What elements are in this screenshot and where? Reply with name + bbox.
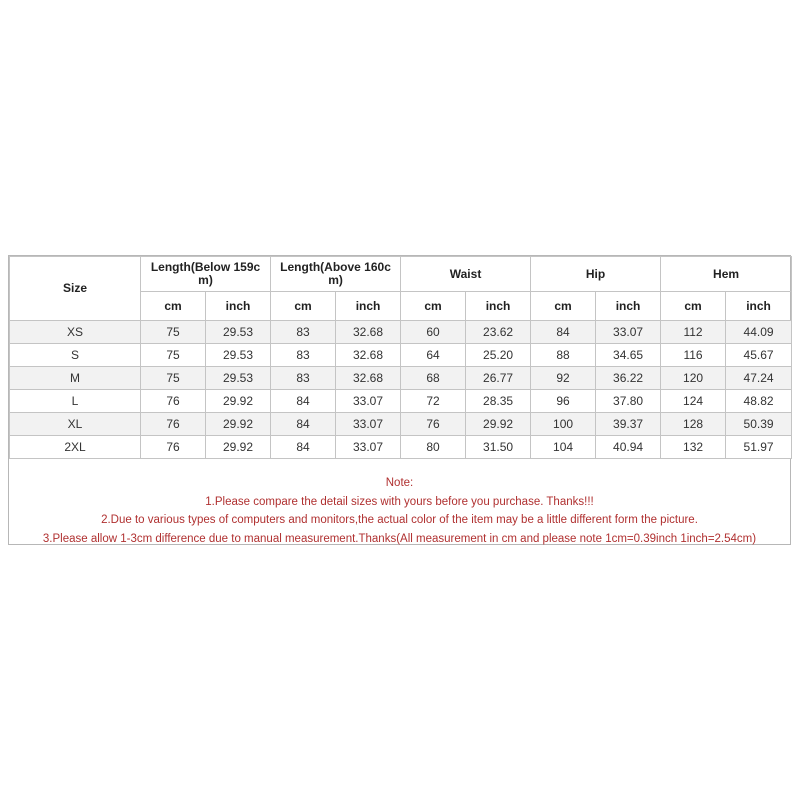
unit-header: cm (531, 292, 596, 321)
table-cell: 29.92 (206, 390, 271, 413)
table-cell: 84 (531, 321, 596, 344)
table-cell: 76 (141, 436, 206, 459)
table-cell: 33.07 (336, 413, 401, 436)
table-cell: 29.92 (206, 436, 271, 459)
table-cell: 29.53 (206, 321, 271, 344)
unit-header: cm (661, 292, 726, 321)
table-cell: 76 (141, 413, 206, 436)
size-table (9, 256, 792, 459)
table-cell: 132 (661, 436, 726, 459)
table-cell: 45.67 (726, 344, 792, 367)
table-cell: 112 (661, 321, 726, 344)
table-cell: 33.07 (336, 390, 401, 413)
unit-header: inch (596, 292, 661, 321)
unit-header: inch (466, 292, 531, 321)
table-cell: 83 (271, 344, 336, 367)
table-cell: 34.65 (596, 344, 661, 367)
size-cell: 2XL (10, 436, 141, 459)
table-cell: 32.68 (336, 367, 401, 390)
table-cell: 50.39 (726, 413, 792, 436)
table-cell: 32.68 (336, 321, 401, 344)
table-cell: 37.80 (596, 390, 661, 413)
table-row (10, 344, 792, 367)
unit-header: inch (206, 292, 271, 321)
size-cell: XL (10, 413, 141, 436)
table-cell: 29.92 (466, 413, 531, 436)
table-cell: 33.07 (596, 321, 661, 344)
table-cell: 96 (531, 390, 596, 413)
table-cell: 84 (271, 390, 336, 413)
table-cell: 32.68 (336, 344, 401, 367)
table-cell: 23.62 (466, 321, 531, 344)
table-cell: 104 (531, 436, 596, 459)
size-table-body (10, 321, 792, 459)
table-cell: 75 (141, 344, 206, 367)
size-cell: XS (10, 321, 141, 344)
table-cell: 124 (661, 390, 726, 413)
notes-section (9, 474, 790, 548)
note-title: Note: (385, 477, 414, 489)
table-cell: 128 (661, 413, 726, 436)
unit-header: cm (141, 292, 206, 321)
unit-header: inch (726, 292, 792, 321)
table-cell: 48.82 (726, 390, 792, 413)
size-cell: M (10, 367, 141, 390)
group-header-waist: Waist (401, 257, 531, 292)
table-cell: 26.77 (466, 367, 531, 390)
table-cell: 116 (661, 344, 726, 367)
table-cell: 64 (401, 344, 466, 367)
table-cell: 76 (141, 390, 206, 413)
table-cell: 28.35 (466, 390, 531, 413)
table-cell: 100 (531, 413, 596, 436)
table-cell: 68 (401, 367, 466, 390)
table-cell: 44.09 (726, 321, 792, 344)
table-cell: 83 (271, 321, 336, 344)
table-cell: 25.20 (466, 344, 531, 367)
table-cell: 84 (271, 436, 336, 459)
group-header-length-below: Length(Below 159c m) (141, 257, 271, 292)
note-line: 1.Please compare the detail sizes with yours before you purchase. Thanks!!! (205, 495, 594, 508)
table-cell: 75 (141, 367, 206, 390)
table-row (10, 436, 792, 459)
table-cell: 51.97 (726, 436, 792, 459)
table-cell: 31.50 (466, 436, 531, 459)
table-cell: 83 (271, 367, 336, 390)
table-cell: 40.94 (596, 436, 661, 459)
group-header-row (10, 257, 792, 292)
unit-header: cm (401, 292, 466, 321)
table-cell: 92 (531, 367, 596, 390)
table-cell: 39.37 (596, 413, 661, 436)
table-row (10, 413, 792, 436)
size-cell: L (10, 390, 141, 413)
table-cell: 33.07 (336, 436, 401, 459)
table-cell: 76 (401, 413, 466, 436)
table-cell: 84 (271, 413, 336, 436)
table-cell: 120 (661, 367, 726, 390)
table-cell: 75 (141, 321, 206, 344)
group-header-length-above: Length(Above 160c m) (271, 257, 401, 292)
size-cell: S (10, 344, 141, 367)
group-header-hem: Hem (661, 257, 792, 292)
group-header-hip: Hip (531, 257, 661, 292)
note-line: 2.Due to various types of computers and monitors,the actual color of the item may be a little different form the picture. (101, 514, 698, 526)
table-row (10, 321, 792, 344)
table-cell: 80 (401, 436, 466, 459)
table-cell: 29.53 (206, 367, 271, 390)
size-chart (8, 255, 791, 545)
unit-header: inch (336, 292, 401, 321)
size-column-header: Size (10, 257, 141, 321)
table-row (10, 367, 792, 390)
table-cell: 47.24 (726, 367, 792, 390)
table-cell: 36.22 (596, 367, 661, 390)
table-cell: 29.92 (206, 413, 271, 436)
table-cell: 72 (401, 390, 466, 413)
table-cell: 29.53 (206, 344, 271, 367)
table-cell: 88 (531, 344, 596, 367)
table-row (10, 390, 792, 413)
unit-header: cm (271, 292, 336, 321)
table-cell: 60 (401, 321, 466, 344)
note-line: 3.Please allow 1-3cm difference due to manual measurement.Thanks(All measurement in cm and please note 1cm=0.39inch 1inch=2.54cm) (42, 532, 757, 545)
